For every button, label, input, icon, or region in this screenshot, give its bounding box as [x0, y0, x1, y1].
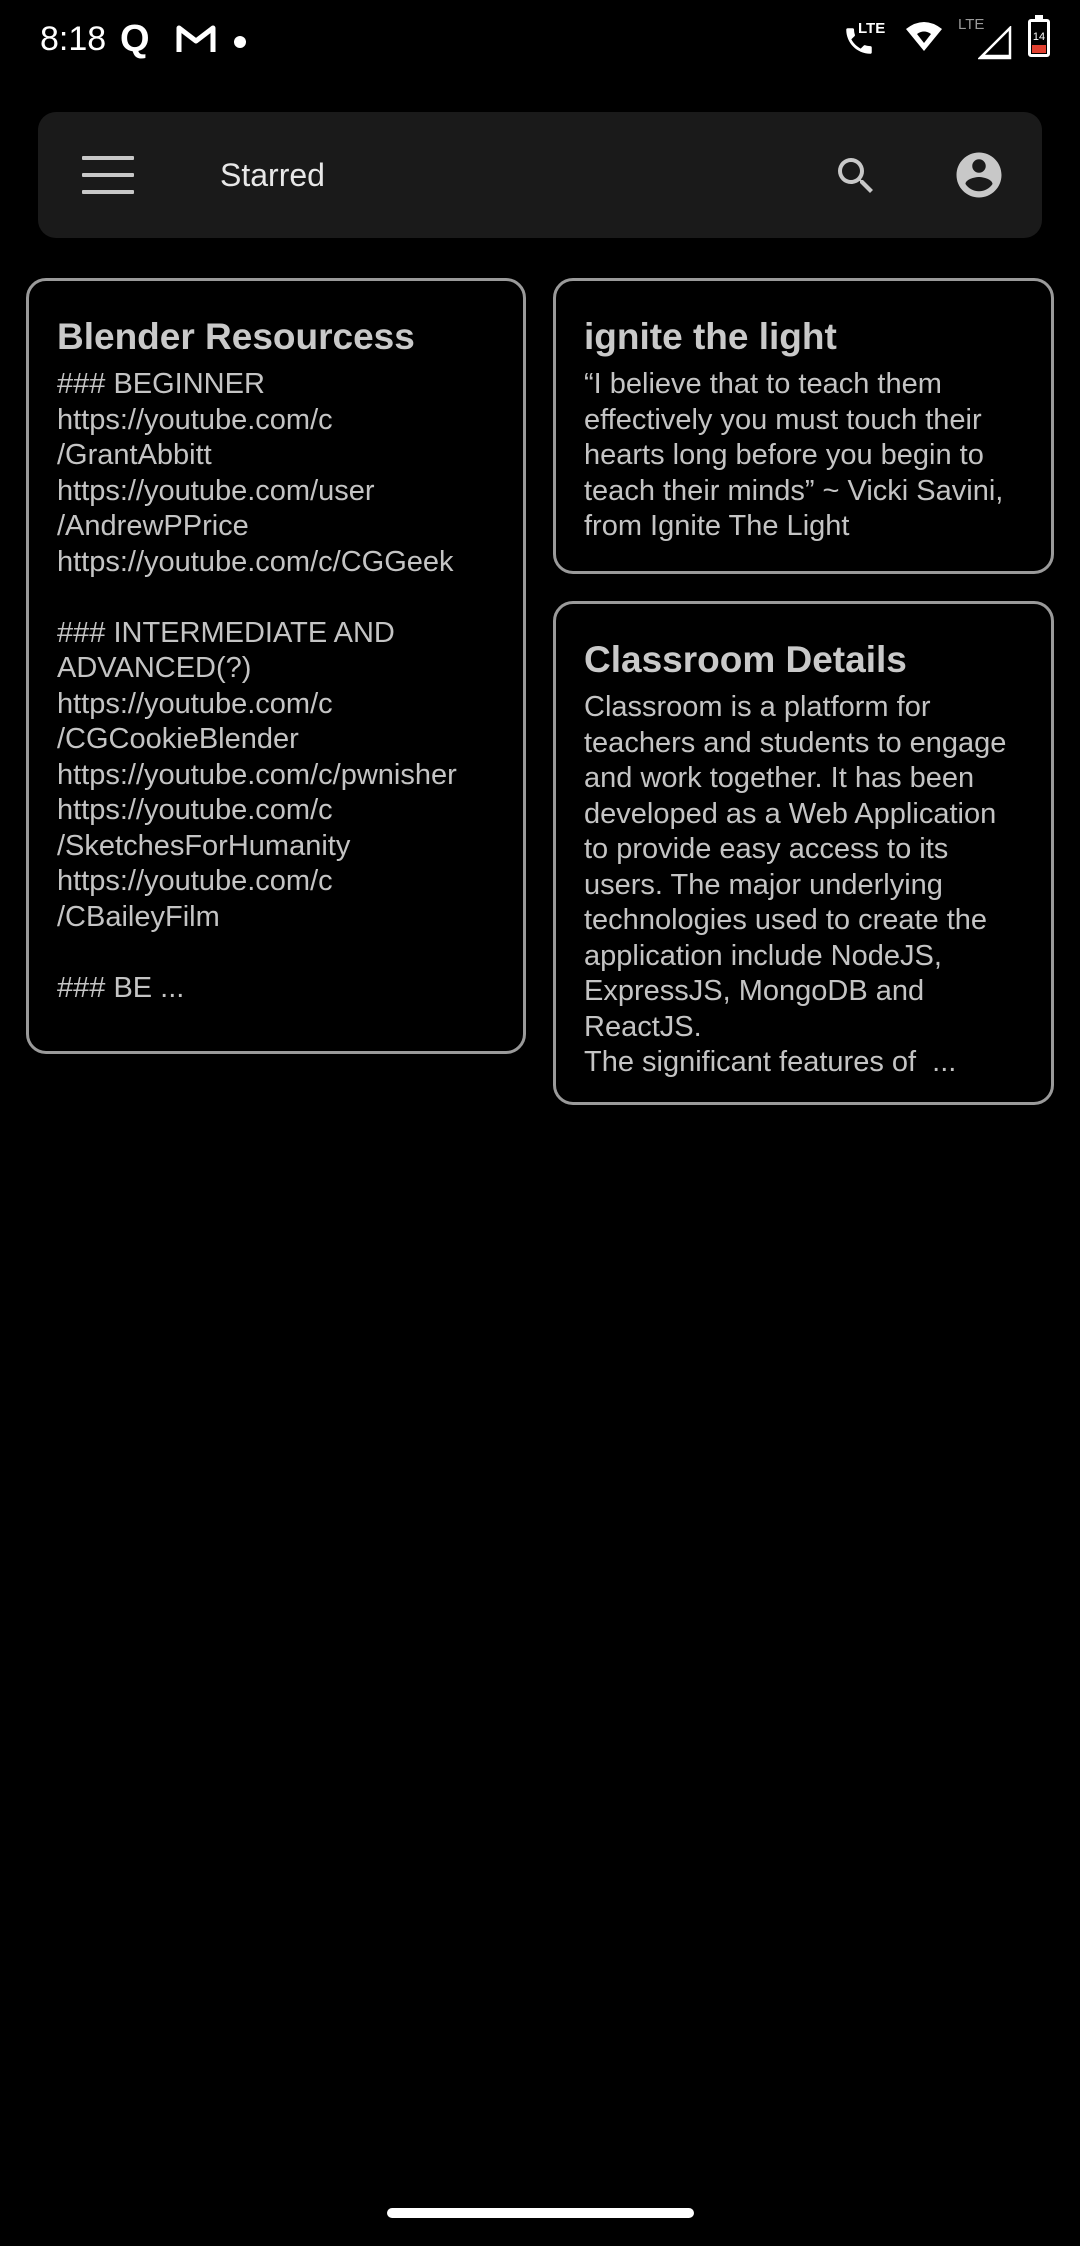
note-body: Classroom is a platform for teachers and students to engage and work together. It has been developed as a Web Application to provide easy access to its users. The major underlying technologies used to create the application include NodeJS, ExpressJS, MongoDB and ReactJS. The significant features of ... — [584, 691, 1007, 1079]
lte-call-label: LTE — [858, 20, 886, 37]
note-card[interactable] — [26, 278, 526, 1054]
gmail-icon — [176, 24, 216, 59]
cell-signal-icon — [958, 18, 1014, 58]
note-body: ### BEGINNER https://youtube.com/c /GrantAbbitt https://youtube.com/user /AndrewPPrice https://youtube.com/c/CGGeek ### INTERMEDIATE AND ADVANCED(?) https://youtube.com/c /CGCookieBlender https://youtube.com/c/pwnisher https://youtube.com/c /SketchesForHumanity https://youtube.com/c /CBaileyFilm ### BE ... — [57, 368, 457, 1004]
battery-icon — [1028, 19, 1050, 57]
status-icons — [842, 18, 1050, 58]
note-title: Classroom Details — [584, 639, 907, 680]
note-card[interactable] — [553, 278, 1054, 574]
lte-signal-label: LTE — [958, 16, 985, 33]
home-indicator[interactable] — [387, 2208, 694, 2218]
note-title: Blender Resourcess — [57, 316, 415, 357]
note-body: “I believe that to teach them effectively you must touch their hearts long before you begin to teach their minds” ~ Vicki Savini, from Ignite The Light — [584, 368, 1012, 543]
page-title: Starred — [220, 157, 325, 193]
lte-call-icon — [842, 20, 890, 56]
q-app-icon: Q — [120, 18, 150, 60]
status-bar — [0, 0, 1080, 86]
notification-dot — [234, 36, 246, 48]
battery-level: 14 — [1032, 31, 1046, 43]
note-title: ignite the light — [584, 316, 837, 357]
search-icon[interactable] — [832, 152, 880, 200]
top-app-bar — [38, 112, 1042, 238]
menu-icon[interactable] — [82, 156, 134, 194]
wifi-icon — [904, 19, 944, 58]
account-icon[interactable] — [952, 148, 1006, 202]
status-time: 8:18 — [40, 20, 107, 58]
note-card[interactable] — [553, 601, 1054, 1105]
